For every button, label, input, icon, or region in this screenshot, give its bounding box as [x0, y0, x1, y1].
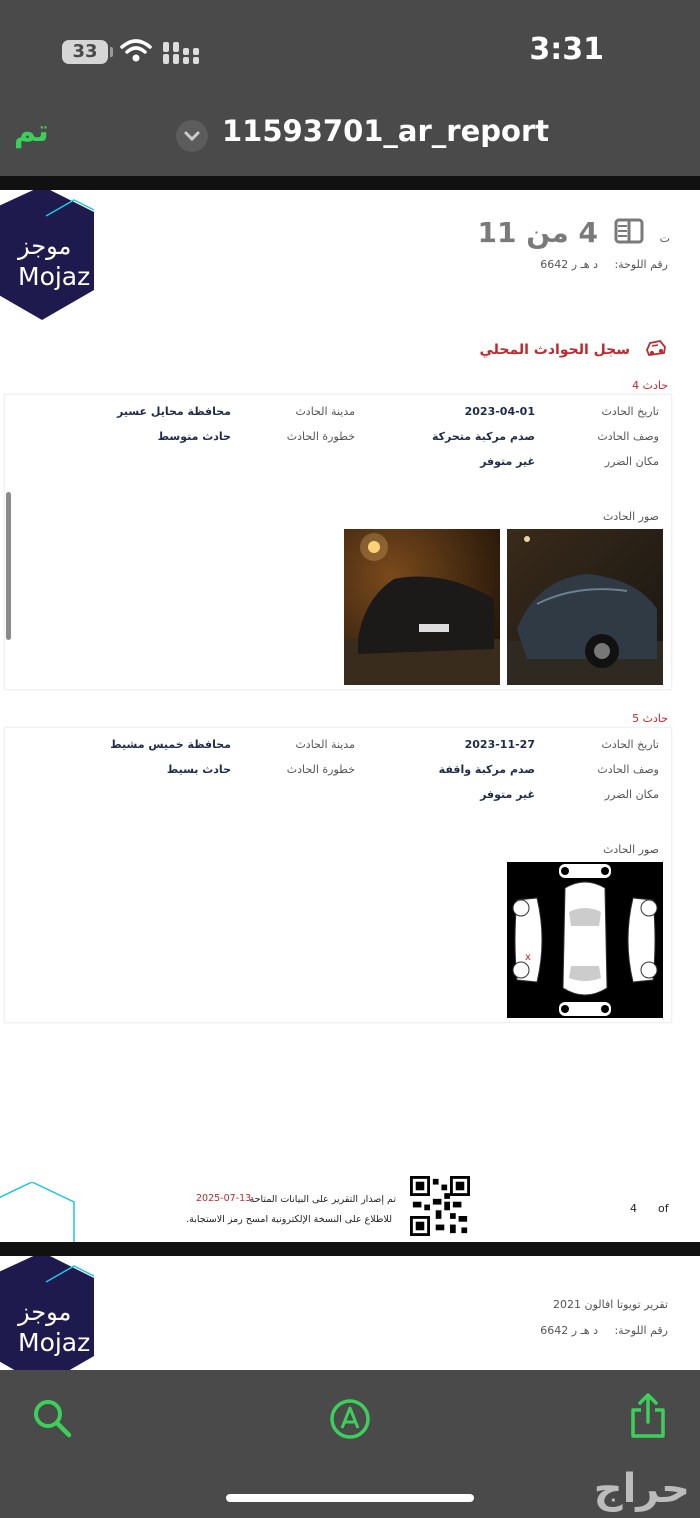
plate-value: د هـ ر 6642 — [540, 1324, 598, 1337]
footer-date: 2025-07-13 — [196, 1193, 252, 1204]
city-value: محافظة محايل عسير — [117, 405, 231, 418]
plate-label: رقم اللوحة: — [614, 258, 668, 271]
accident-photo[interactable] — [344, 529, 500, 685]
city-value: محافظة خميس مشيط — [110, 738, 231, 751]
city-label: مدينة الحادث — [295, 738, 355, 751]
nav-bar — [0, 100, 700, 176]
page-thumbnail-icon — [614, 218, 644, 244]
bottom-toolbar — [0, 1370, 700, 1518]
severity-label: خطورة الحادث — [286, 763, 355, 776]
done-button[interactable]: تم — [14, 114, 49, 149]
damage-value: غير متوفر — [480, 455, 535, 468]
car-crash-icon — [644, 336, 668, 360]
battery-indicator: 33 — [62, 40, 108, 64]
footer-page-number: 4 — [630, 1202, 637, 1215]
damage-value: غير متوفر — [480, 788, 535, 801]
accident-card — [4, 394, 672, 690]
report-page-next — [0, 1256, 700, 1370]
battery-tip — [110, 47, 113, 57]
wifi-icon — [120, 38, 152, 64]
photos-label: صور الحادث — [603, 510, 659, 523]
damage-label: مكان الضرر — [604, 788, 659, 801]
report-page — [0, 190, 700, 1242]
status-bar — [0, 0, 700, 100]
photos-label: صور الحادث — [603, 843, 659, 856]
description-label: وصف الحادث — [597, 430, 659, 443]
date-value: 2023-11-27 — [464, 738, 535, 751]
logo-arabic: موجز — [18, 232, 72, 260]
page-counter: 4 من 11 — [477, 216, 598, 249]
footer-qr-text: للاطلاع على النسخة الإلكترونية امسح رمز الاستجابة. — [186, 1214, 392, 1225]
description-label: وصف الحادث — [597, 763, 659, 776]
page-separator — [0, 176, 700, 190]
page-separator — [0, 1242, 700, 1256]
logo-english: Mojaz — [18, 1328, 91, 1357]
date-label: تاريخ الحادث — [601, 738, 659, 751]
city-label: مدينة الحادث — [295, 405, 355, 418]
footer-issued-text: تم إصدار التقرير على البيانات المتاحة — [249, 1194, 396, 1205]
svg-text:x: x — [525, 952, 531, 963]
chevron-down-icon — [176, 120, 208, 152]
section-title: سجل الحوادث المحلي — [479, 342, 630, 358]
title-fragment: ت — [659, 232, 670, 245]
plate-value: د هـ ر 6642 — [540, 258, 598, 271]
damage-label: مكان الضرر — [604, 455, 659, 468]
title-menu-button[interactable] — [176, 120, 208, 152]
logo-outline-decoration — [0, 1182, 76, 1242]
clock: 3:31 — [529, 32, 604, 67]
accident-label: حادث 4 — [632, 379, 668, 392]
severity-value: حادث متوسط — [157, 430, 231, 443]
haraj-watermark: حراج — [593, 1466, 690, 1512]
damage-diagram[interactable] — [507, 862, 663, 1018]
date-value: 2023-04-01 — [464, 405, 535, 418]
markup-icon[interactable] — [329, 1398, 371, 1440]
accident-label: حادث 5 — [632, 712, 668, 725]
home-indicator[interactable] — [226, 1494, 474, 1502]
severity-label: خطورة الحادث — [286, 430, 355, 443]
accident-card — [4, 727, 672, 1023]
accident-photo[interactable] — [507, 529, 663, 685]
description-value: صدم مركبة متحركة — [431, 430, 535, 443]
logo-arabic: موجز — [18, 1298, 72, 1326]
logo-english: Mojaz — [18, 262, 91, 291]
plate-label: رقم اللوحة: — [614, 1324, 668, 1337]
share-icon[interactable] — [628, 1392, 668, 1438]
scroll-indicator[interactable] — [6, 492, 11, 640]
severity-value: حادث بسيط — [166, 763, 231, 776]
cellular-icon — [163, 42, 199, 64]
description-value: صدم مركبة واقفة — [438, 763, 535, 776]
report-title: تقرير تويوتا افالون 2021 — [553, 1298, 668, 1311]
qr-code — [410, 1176, 470, 1236]
search-icon[interactable] — [32, 1398, 72, 1438]
document-title: 11593701_ar_report — [222, 114, 550, 148]
footer-of-label: of — [658, 1202, 669, 1215]
date-label: تاريخ الحادث — [601, 405, 659, 418]
